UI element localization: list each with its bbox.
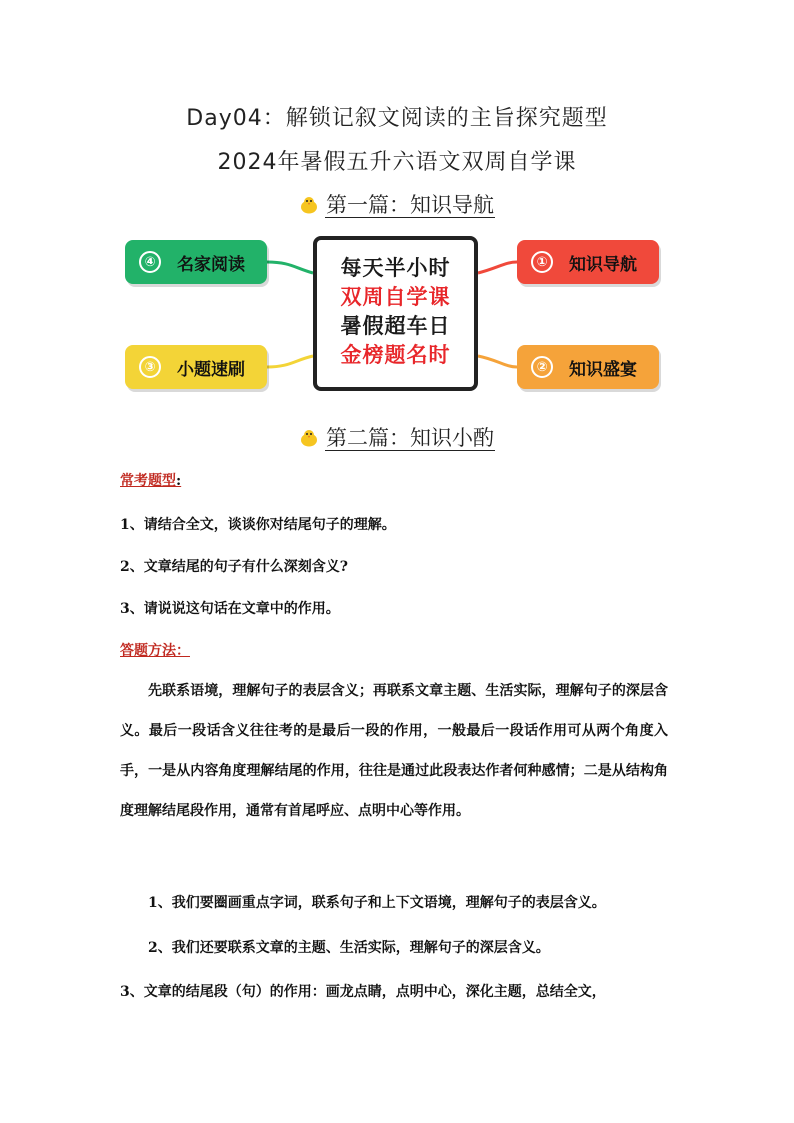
title-line-1: Day04：解锁记叙文阅读的主旨探究题型 — [186, 106, 608, 131]
node-number: ④ — [139, 251, 161, 273]
center-line: 金榜题名时 — [340, 343, 451, 367]
chick-icon — [299, 196, 319, 214]
node-famous-reading[interactable] — [125, 240, 267, 284]
section-2-title: 第二篇：知识小酌 — [326, 426, 494, 450]
question-item: 1、请结合全文，谈谈你对结尾句子的理解。 — [120, 517, 396, 533]
common-types-colon: : — [176, 473, 182, 489]
title-line-2: 2024年暑假五升六语文双周自学课 — [217, 150, 577, 175]
center-line: 双周自学课 — [340, 285, 451, 309]
section-1-heading — [0, 189, 794, 219]
node-label: 名家阅读 — [177, 254, 245, 275]
node-knowledge-navigation[interactable] — [517, 240, 659, 284]
center-line: 每天半小时 — [340, 256, 451, 280]
common-types-label — [120, 470, 181, 490]
method-step: 2、我们还要联系文章的主题、生活实际，理解句子的深层含义。 — [148, 940, 550, 956]
node-knowledge-feast[interactable] — [517, 345, 659, 389]
node-number: ① — [531, 251, 553, 273]
mind-map-center — [313, 236, 478, 391]
method-step: 3、文章的结尾段（句）的作用：画龙点睛，点明中心，深化主题，总结全文， — [120, 984, 606, 1000]
node-number: ③ — [139, 356, 161, 378]
method-step: 1、我们要圈画重点字词，联系句子和上下文语境，理解句子的表层含义。 — [148, 895, 606, 911]
node-label: 小题速刷 — [177, 359, 245, 380]
method-label: 答题方法： — [120, 643, 190, 659]
common-types-label-text: 常考题型 — [120, 473, 176, 489]
node-number: ② — [531, 356, 553, 378]
mind-map — [120, 228, 680, 403]
question-item: 2、文章结尾的句子有什么深刻含义? — [120, 559, 348, 575]
section-1-title: 第一篇：知识导航 — [326, 193, 494, 217]
question-item: 3、请说说这句话在文章中的作用。 — [120, 601, 340, 617]
node-label: 知识盛宴 — [569, 359, 637, 380]
method-paragraph: 先联系语境，理解句子的表层含义；再联系文章主题、生活实际，理解句子的深层含义。最后一段话含义往往考的是最后一段的作用，一般最后一段话作用可从两个角度入手，一是从内容角度理解结尾的作用，往往是通过此段表达作者何种感情；二是从结构角度理解结尾段作用，通常有首尾呼应、点明中心等作用。 — [120, 683, 668, 819]
center-line: 暑假超车日 — [340, 314, 451, 338]
chick-icon — [299, 429, 319, 447]
node-label: 知识导航 — [569, 254, 637, 275]
node-quick-practice[interactable] — [125, 345, 267, 389]
section-2-heading — [0, 422, 794, 452]
